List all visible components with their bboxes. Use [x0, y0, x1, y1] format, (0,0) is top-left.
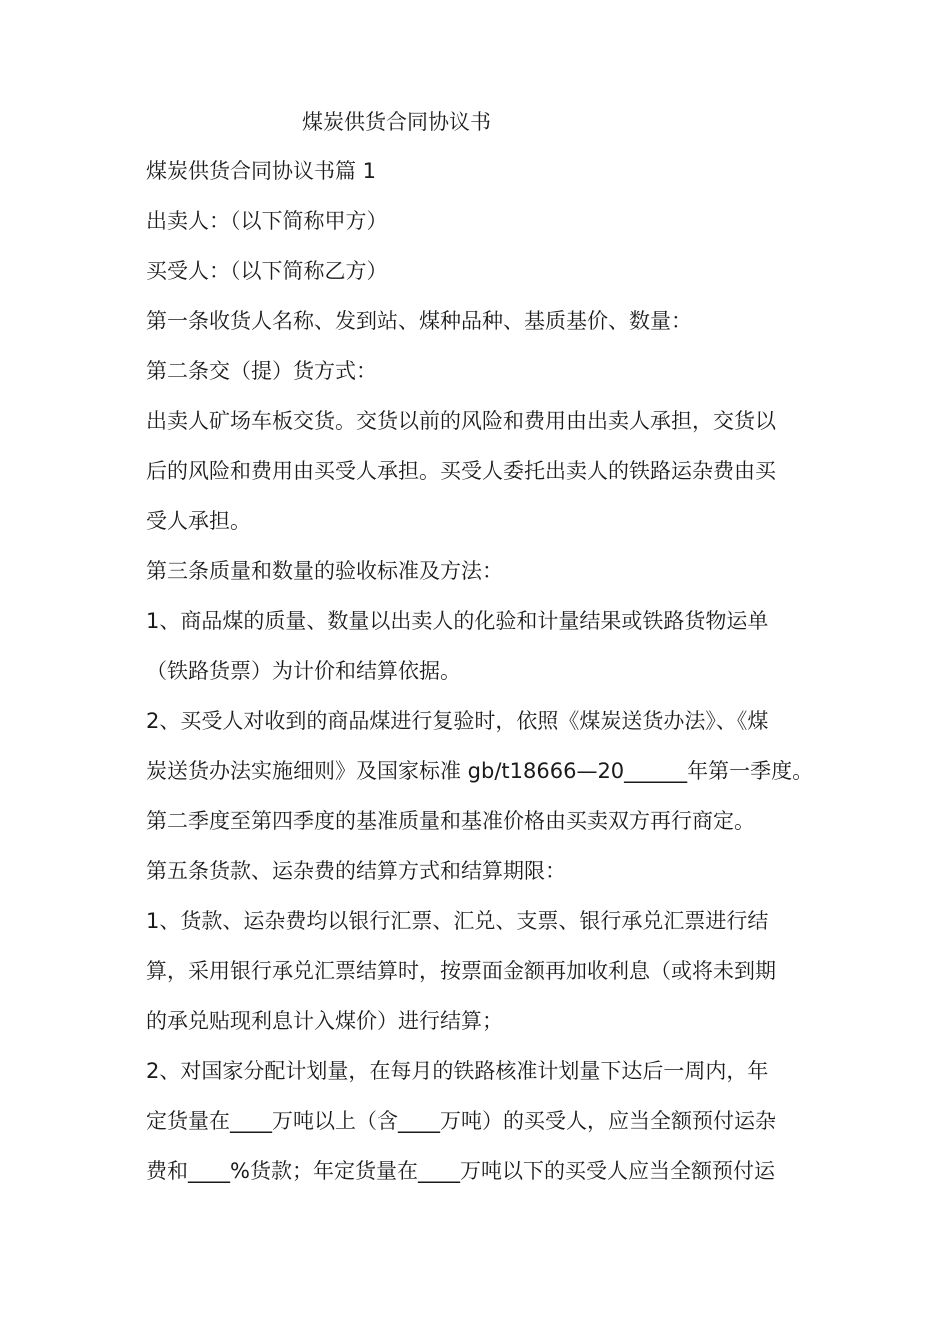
paragraph-line: 受人承担。 — [146, 509, 251, 533]
document-title: 煤炭供货合同协议书 — [302, 110, 491, 134]
paragraph-line: 1、货款、运杂费均以银行汇票、汇兑、支票、银行承兑汇票进行结 — [146, 909, 769, 933]
seller-line: 出卖人：（以下简称甲方） — [146, 209, 388, 233]
paragraph-line: 炭送货办法实施细则》及国家标准 gb/t18666—20______年第一季度。 — [146, 759, 814, 783]
section-heading: 煤炭供货合同协议书篇 1 — [146, 159, 377, 183]
paragraph-line: 费和____%货款；年定货量在____万吨以下的买受人应当全额预付运 — [146, 1159, 775, 1183]
article-2-heading: 第二条交（提）货方式： — [146, 359, 377, 383]
paragraph-line: 第二季度至第四季度的基准质量和基准价格由买卖双方再行商定。 — [146, 809, 755, 833]
paragraph-line: 2、买受人对收到的商品煤进行复验时，依照《煤炭送货办法》、《煤 — [146, 709, 769, 733]
paragraph-line: 后的风险和费用由买受人承担。买受人委托出卖人的铁路运杂费由买 — [146, 459, 776, 483]
paragraph-line: 算，采用银行承兑汇票结算时，按票面金额再加收利息（或将未到期 — [146, 959, 776, 983]
paragraph-line: 的承兑贴现利息计入煤价）进行结算； — [146, 1009, 503, 1033]
paragraph-line: 2、对国家分配计划量，在每月的铁路核准计划量下达后一周内，年 — [146, 1059, 769, 1083]
buyer-line: 买受人：（以下简称乙方） — [146, 259, 388, 283]
paragraph-line: 出卖人矿场车板交货。交货以前的风险和费用由出卖人承担，交货以 — [146, 409, 776, 433]
article-1-heading: 第一条收货人名称、发到站、煤种品种、基质基价、数量： — [146, 309, 692, 333]
paragraph-line: 1、商品煤的质量、数量以出卖人的化验和计量结果或铁路货物运单 — [146, 609, 769, 633]
article-5-heading: 第五条货款、运杂费的结算方式和结算期限： — [146, 859, 566, 883]
paragraph-line: （铁路货票）为计价和结算依据。 — [146, 659, 461, 683]
article-3-heading: 第三条质量和数量的验收标准及方法： — [146, 559, 503, 583]
paragraph-line: 定货量在____万吨以上（含____万吨）的买受人，应当全额预付运杂 — [146, 1109, 776, 1133]
